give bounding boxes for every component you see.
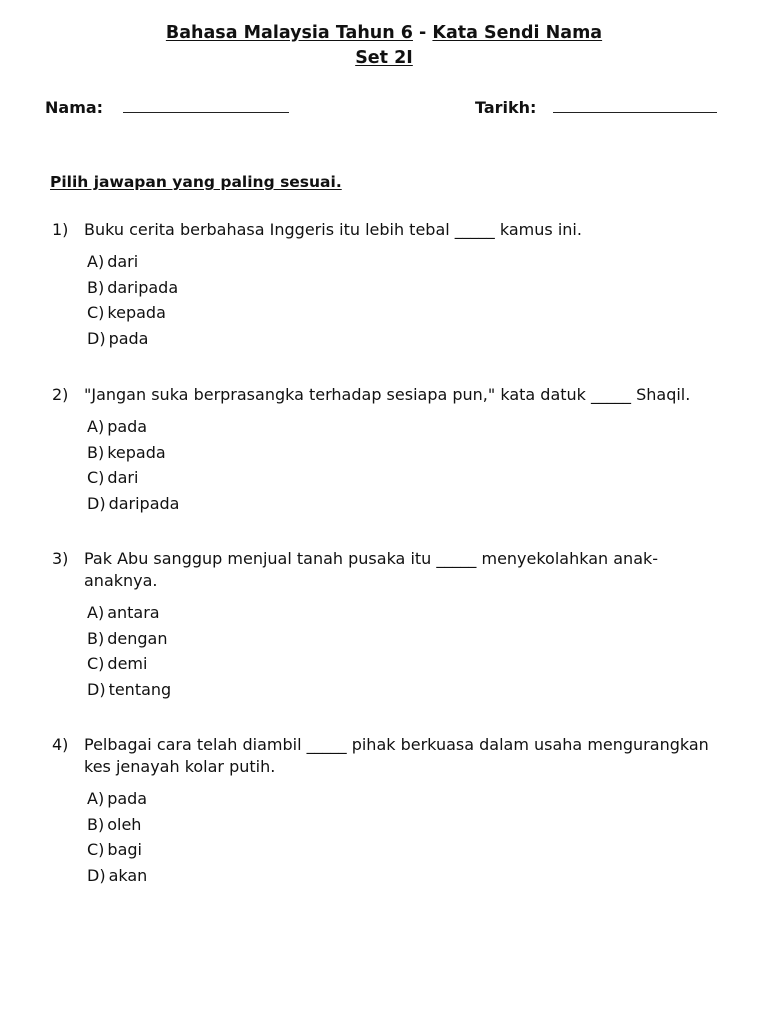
option-text: kepada xyxy=(107,442,166,462)
question-1 xyxy=(52,219,712,351)
option-c xyxy=(87,837,712,863)
option-letter: D) xyxy=(87,493,106,513)
question-stem xyxy=(52,548,712,592)
option-text: tentang xyxy=(108,679,172,699)
option-b xyxy=(87,275,712,301)
question-number: 2) xyxy=(52,385,69,404)
set-label-text: Set 2I xyxy=(355,48,413,68)
option-text: dari xyxy=(107,468,139,487)
option-letter: C) xyxy=(87,468,105,487)
option-text: pada xyxy=(107,417,148,436)
option-c xyxy=(87,300,712,326)
question-2 xyxy=(52,384,712,516)
option-text: demi xyxy=(107,654,148,673)
question-stem xyxy=(52,384,712,406)
question-4 xyxy=(52,734,712,888)
option-list xyxy=(87,414,712,516)
option-letter: D) xyxy=(87,865,106,885)
option-d xyxy=(87,863,712,889)
question-text: Pelbagai cara telah diambil _____ pihak berkuasa dalam usaha mengurangkan kes jenayah kolar putih. xyxy=(84,735,709,776)
instruction-text: Pilih jawapan yang paling sesuai. xyxy=(50,173,342,191)
question-text: Pak Abu sanggup menjual tanah pusaka itu _____ menyekolahkan anak-anaknya. xyxy=(84,549,659,590)
option-text: daripada xyxy=(108,493,180,513)
option-text: dengan xyxy=(107,628,168,648)
option-b xyxy=(87,440,712,466)
option-letter: C) xyxy=(87,303,105,322)
option-letter: C) xyxy=(87,654,105,673)
option-text: antara xyxy=(107,603,160,622)
nama-label: Nama: xyxy=(45,98,104,117)
title-separator: - xyxy=(412,23,433,43)
option-text: daripada xyxy=(107,277,179,297)
option-letter: A) xyxy=(87,789,105,808)
option-a xyxy=(87,249,712,275)
option-text: oleh xyxy=(107,814,142,834)
option-letter: D) xyxy=(87,328,106,348)
option-text: bagi xyxy=(107,840,142,859)
option-a xyxy=(87,414,712,440)
option-text: kepada xyxy=(107,303,166,322)
title-subject: Bahasa Malaysia Tahun 6 xyxy=(165,23,413,43)
worksheet-set-label xyxy=(0,46,768,70)
option-letter: A) xyxy=(87,417,105,436)
option-letter: B) xyxy=(87,814,105,834)
title-topic: Kata Sendi Nama xyxy=(432,23,603,43)
option-letter: B) xyxy=(87,628,105,648)
option-letter: B) xyxy=(87,277,105,297)
option-text: dari xyxy=(107,252,139,271)
question-text: "Jangan suka berprasangka terhadap sesiapa pun," kata datuk _____ Shaqil. xyxy=(84,385,691,404)
option-list xyxy=(87,600,712,702)
option-b xyxy=(87,812,712,838)
option-a xyxy=(87,786,712,812)
question-3 xyxy=(52,548,712,702)
question-number: 1) xyxy=(52,220,69,239)
option-letter: C) xyxy=(87,840,105,859)
option-letter: A) xyxy=(87,252,105,271)
option-d xyxy=(87,326,712,352)
option-d xyxy=(87,677,712,703)
option-text: pada xyxy=(107,789,148,808)
question-number: 4) xyxy=(52,735,69,754)
nama-field xyxy=(45,97,289,119)
option-text: pada xyxy=(108,328,149,348)
worksheet-title xyxy=(0,21,768,45)
option-text: akan xyxy=(108,865,148,885)
tarikh-blank-line xyxy=(553,100,717,113)
option-c xyxy=(87,651,712,677)
option-letter: B) xyxy=(87,442,105,462)
option-letter: D) xyxy=(87,679,106,699)
option-c xyxy=(87,465,712,491)
question-text: Buku cerita berbahasa Inggeris itu lebih tebal _____ kamus ini. xyxy=(84,220,582,239)
question-stem xyxy=(52,219,712,241)
tarikh-field xyxy=(475,97,717,119)
option-b xyxy=(87,626,712,652)
question-number: 3) xyxy=(52,549,69,568)
option-d xyxy=(87,491,712,517)
question-stem xyxy=(52,734,712,778)
nama-blank-line xyxy=(123,100,289,113)
option-list xyxy=(87,249,712,351)
option-letter: A) xyxy=(87,603,105,622)
option-list xyxy=(87,786,712,888)
option-a xyxy=(87,600,712,626)
tarikh-label: Tarikh: xyxy=(475,98,537,117)
